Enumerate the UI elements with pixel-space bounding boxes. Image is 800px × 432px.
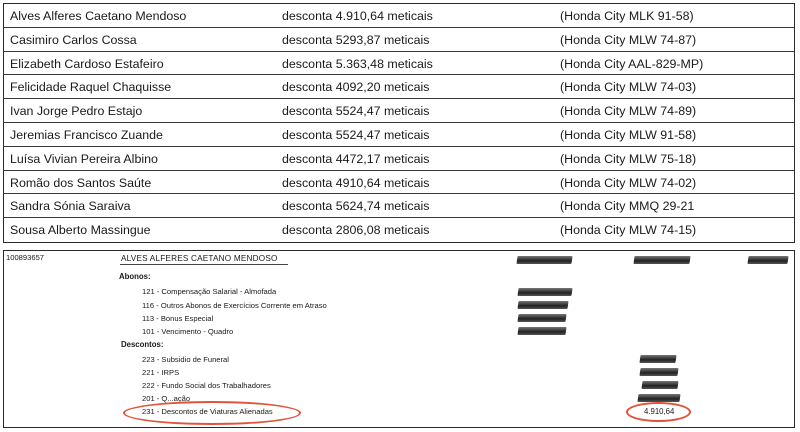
red-circle-annotation: [123, 401, 301, 425]
employee-name: Sandra Sónia Saraiva: [10, 199, 131, 214]
employee-name: Casimiro Carlos Cossa: [10, 32, 137, 47]
vehicle: (Honda City MLK 91-58): [560, 9, 694, 23]
employee-name: Felicidade Raquel Chaquisse: [10, 80, 172, 95]
employee-name: Sousa Alberto Massingue: [10, 223, 151, 238]
abono-item: 113 - Bonus Especial: [142, 314, 214, 323]
highlighted-amount: 4.910,64: [644, 407, 675, 416]
deduction-amount: desconta 5.363,48 meticais: [282, 56, 433, 71]
descontos-title: Descontos:: [121, 340, 164, 349]
vehicle: (Honda City AAL-829-MP): [560, 56, 704, 71]
desconto-item: 201 - Q...ação: [142, 394, 191, 403]
redaction-bar: [516, 256, 572, 264]
table-row: [4, 75, 794, 99]
table-row: [4, 147, 794, 171]
table-row: [4, 4, 794, 28]
employee-id: 100893657: [6, 253, 45, 262]
abono-item: 121 - Compensação Salarial - Almofada: [142, 287, 277, 296]
deductions-table: [3, 3, 795, 243]
deduction-amount: desconta 2806,08 meticais: [282, 223, 430, 238]
redaction-bar: [637, 394, 680, 402]
deduction-amount: desconta 5524,47 meticais: [282, 104, 430, 119]
vehicle: (Honda City MMQ 29-21: [560, 199, 695, 214]
employee-name: Romão dos Santos Saúte: [10, 175, 152, 190]
redaction-bar: [747, 256, 788, 264]
deduction-amount: desconta 4910,64 meticais: [282, 175, 430, 190]
table-row: [4, 218, 794, 242]
abono-item: 116 - Outros Abonos de Exercícios Corrente em Atraso: [142, 301, 327, 310]
redaction-bar: [641, 381, 678, 389]
desconto-item: 222 - Fundo Social dos Trabalhadores: [142, 381, 271, 390]
redaction-bar: [633, 256, 690, 264]
abono-item: 101 - Vencimento - Quadro: [142, 327, 234, 336]
deduction-amount: desconta 5293,87 meticais: [282, 32, 430, 47]
redaction-bar: [517, 327, 566, 335]
employee-name: Ivan Jorge Pedro Estajo: [10, 104, 143, 119]
employee-name: Alves Alferes Caetano Mendoso: [10, 9, 187, 23]
redaction-bar: [517, 314, 566, 322]
red-circle-annotation: [626, 402, 691, 422]
vehicle: (Honda City MLW 74-89): [560, 104, 697, 119]
vehicle: (Honda City MLW 74-87): [560, 32, 697, 47]
vehicle: (Honda City MLW 91-58): [560, 127, 697, 142]
table-row: [4, 194, 794, 218]
abonos-title: Abonos:: [119, 272, 151, 281]
table-row: [4, 28, 794, 52]
desconto-item-highlighted: 231 - Descontos de Viaturas Alienadas: [142, 407, 273, 416]
deduction-amount: desconta 4092,20 meticais: [282, 80, 430, 95]
desconto-item: 221 - IRPS: [142, 368, 180, 377]
redaction-bar: [639, 355, 676, 363]
table-row: [4, 99, 794, 123]
employee-name: Jeremias Francisco Zuande: [10, 127, 163, 142]
desconto-item: 223 - Subsidio de Funeral: [142, 355, 229, 364]
vehicle: (Honda City MLW 74-15): [560, 223, 697, 238]
deduction-amount: desconta 4.910,64 meticais: [282, 9, 433, 23]
redaction-bar: [517, 301, 568, 309]
redaction-bar: [639, 368, 678, 376]
table-row: [4, 171, 794, 195]
deduction-amount: desconta 5524,47 meticais: [282, 127, 430, 142]
employee-name: Elizabeth Cardoso Estafeiro: [10, 56, 164, 71]
vehicle: (Honda City MLW 74-03): [560, 80, 697, 95]
vehicle: (Honda City MLW 74-02): [560, 175, 697, 190]
employee-name: Luísa Vivian Pereira Albino: [10, 151, 158, 166]
table-row: [4, 52, 794, 76]
table-row: [4, 123, 794, 147]
name-underline: [120, 264, 288, 265]
deduction-amount: desconta 4472,17 meticais: [282, 151, 430, 166]
vehicle: (Honda City MLW 75-18): [560, 151, 697, 166]
redaction-bar: [517, 288, 572, 296]
deduction-amount: desconta 5624,74 meticais: [282, 199, 430, 214]
payslip-extract: [3, 250, 795, 428]
employee-name: ALVES ALFERES CAETANO MENDOSO: [121, 254, 278, 263]
